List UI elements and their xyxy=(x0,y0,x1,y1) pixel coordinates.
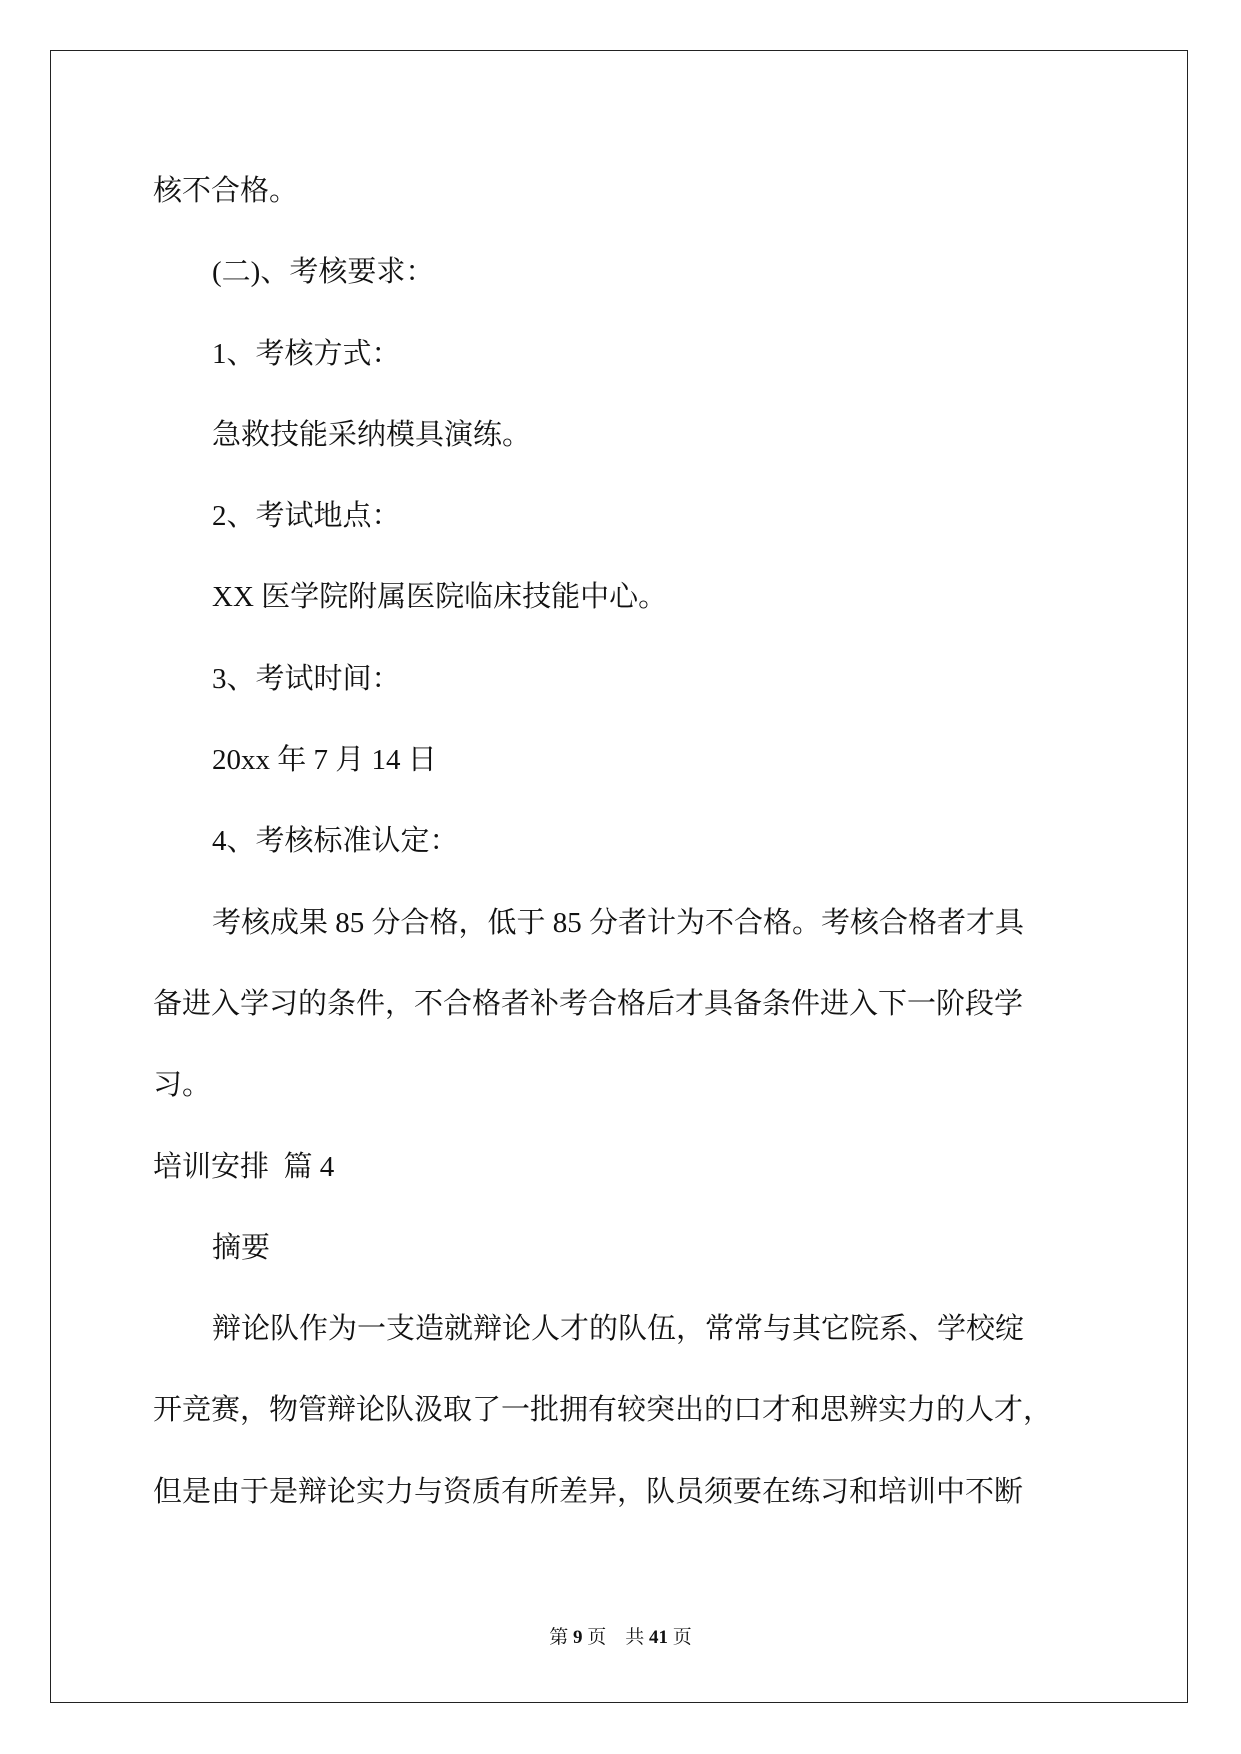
list-item-heading: 2、考试地点： xyxy=(212,500,401,533)
footer-total-prefix: 共 xyxy=(625,1627,645,1648)
paragraph-line: 辩论队作为一支造就辩论人才的队伍，常常与其它院系、学校绽 xyxy=(212,1313,1025,1346)
section-heading: 培训安排 篇 4 xyxy=(153,1150,335,1183)
footer-page-prefix: 第 xyxy=(549,1627,569,1648)
paragraph-line: 20xx 年 7 月 14 日 xyxy=(212,744,437,777)
footer-page-suffix: 页 xyxy=(587,1627,607,1648)
paragraph-line: 考核成果 85 分合格，低于 85 分者计为不合格。考核合格者才具 xyxy=(212,906,1025,939)
paragraph-line: 备进入学习的条件，不合格者补考合格后才具备条件进入下一阶段学 xyxy=(153,987,1024,1020)
document-body xyxy=(0,151,1241,1533)
abstract-heading: 摘要 xyxy=(212,1231,271,1264)
list-item-heading: 3、考试时间： xyxy=(212,662,401,695)
paragraph-line: XX 医学院附属医院临床技能中心。 xyxy=(212,581,668,614)
list-item-heading: 4、考核标准认定： xyxy=(212,825,459,858)
page-footer xyxy=(0,1624,1241,1652)
paragraph-line: 习。 xyxy=(153,1069,212,1102)
paragraph-line: 但是由于是辩论实力与资质有所差异，队员须要在练习和培训中不断 xyxy=(153,1475,1024,1508)
footer-page-number: 9 xyxy=(572,1627,583,1648)
paragraph-line: 急救技能采纳模具演练。 xyxy=(212,418,532,451)
list-item-heading: 1、考核方式： xyxy=(212,337,401,370)
footer-total-pages: 41 xyxy=(649,1627,669,1648)
paragraph-line: 开竞赛，物管辩论队汲取了一批拥有较突出的口才和思辨实力的人才， xyxy=(153,1394,1053,1427)
section-subheading: (二)、考核要求： xyxy=(212,256,435,289)
paragraph-line: 核不合格。 xyxy=(153,175,299,207)
footer-total-suffix: 页 xyxy=(672,1627,692,1648)
